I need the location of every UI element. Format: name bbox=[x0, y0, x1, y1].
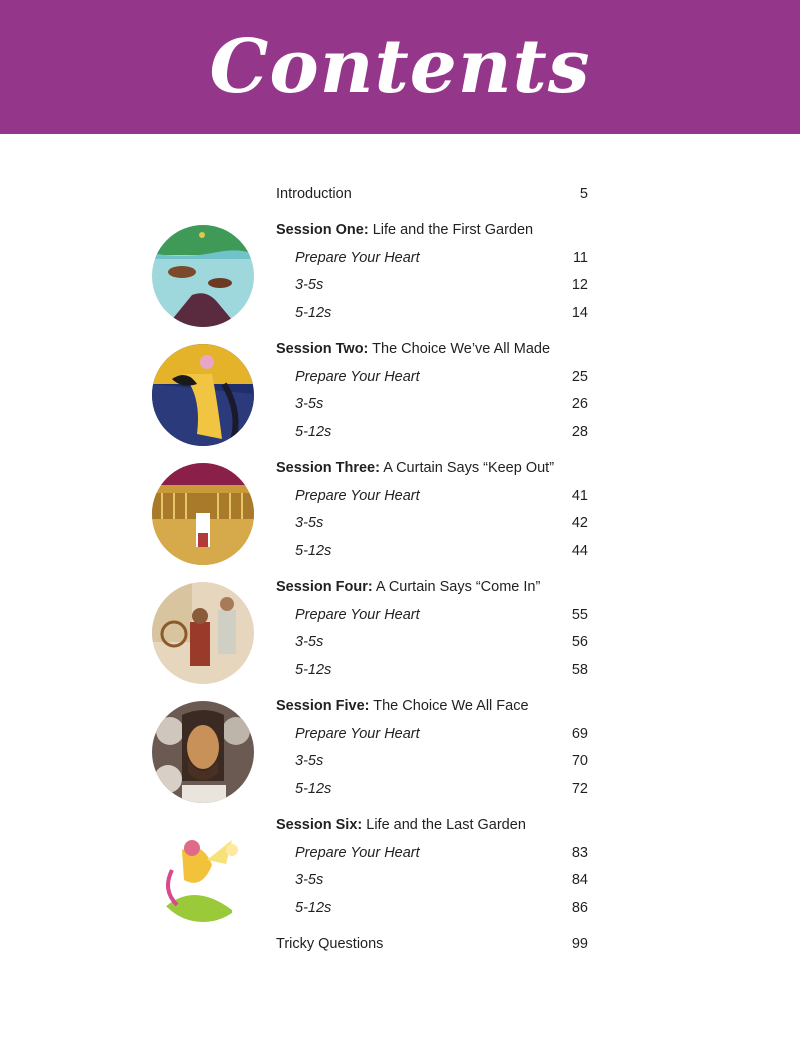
session-title: Life and the Last Garden bbox=[366, 817, 526, 833]
session-title: Life and the First Garden bbox=[372, 222, 534, 238]
toc-label: Prepare Your Heart bbox=[295, 726, 420, 742]
toc-page-number: 83 bbox=[571, 845, 588, 861]
toc-page-number: 14 bbox=[571, 305, 588, 321]
toc-label: Prepare Your Heart bbox=[295, 250, 420, 266]
session-prefix: Session Five: bbox=[276, 698, 370, 714]
toc-label: 5-12s bbox=[295, 662, 332, 678]
toc-row-3-5s[interactable] bbox=[276, 869, 588, 891]
session-two-illustration bbox=[152, 344, 254, 446]
toc-page-number: 41 bbox=[571, 488, 588, 504]
toc-label: Prepare Your Heart bbox=[295, 607, 420, 623]
toc-page-number: 12 bbox=[571, 277, 588, 293]
toc-page-number: 42 bbox=[571, 515, 588, 531]
toc-page-number: 99 bbox=[571, 936, 588, 952]
toc-row-prepare-your-heart[interactable] bbox=[276, 366, 588, 388]
toc-row-3-5s[interactable] bbox=[276, 393, 588, 415]
toc-label: Tricky Questions bbox=[276, 936, 384, 952]
toc-row-session-one[interactable] bbox=[276, 219, 588, 241]
session-title: A Curtain Says “Come In” bbox=[375, 579, 541, 595]
toc-row-3-5s[interactable] bbox=[276, 274, 588, 296]
toc-label: 3-5s bbox=[295, 753, 324, 769]
toc-page-number: 56 bbox=[571, 634, 588, 650]
toc-label: 3-5s bbox=[295, 396, 324, 412]
toc-row-prepare-your-heart[interactable] bbox=[276, 604, 588, 626]
toc-label: Prepare Your Heart bbox=[295, 488, 420, 504]
toc-page-number: 70 bbox=[571, 753, 588, 769]
toc-page-number: 26 bbox=[571, 396, 588, 412]
toc-page-number: 44 bbox=[571, 543, 588, 559]
header-banner bbox=[0, 0, 800, 134]
toc-row-3-5s[interactable] bbox=[276, 512, 588, 534]
session-title: The Choice We All Face bbox=[373, 698, 529, 714]
toc-label: 3-5s bbox=[295, 277, 324, 293]
toc-row-tricky-questions[interactable] bbox=[276, 933, 588, 955]
session-four-illustration bbox=[152, 582, 254, 684]
toc-row-3-5s[interactable] bbox=[276, 631, 588, 653]
session-one-illustration bbox=[152, 225, 254, 327]
toc-row-5-12s[interactable] bbox=[276, 778, 588, 800]
toc-page-number: 69 bbox=[571, 726, 588, 742]
toc-row-session-three[interactable] bbox=[276, 457, 588, 479]
toc-page-number: 5 bbox=[579, 186, 588, 202]
toc-label: Introduction bbox=[276, 186, 352, 202]
toc-row-prepare-your-heart[interactable] bbox=[276, 485, 588, 507]
session-prefix: Session One: bbox=[276, 222, 369, 238]
toc-row-5-12s[interactable] bbox=[276, 302, 588, 324]
toc-label: Prepare Your Heart bbox=[295, 369, 420, 385]
toc-label: 5-12s bbox=[295, 543, 332, 559]
toc-label: Prepare Your Heart bbox=[295, 845, 420, 861]
toc-page-number: 25 bbox=[571, 369, 588, 385]
toc-label: 3-5s bbox=[295, 634, 324, 650]
toc-row-5-12s[interactable] bbox=[276, 659, 588, 681]
toc-row-prepare-your-heart[interactable] bbox=[276, 842, 588, 864]
toc-row-session-five[interactable] bbox=[276, 695, 588, 717]
session-prefix: Session Six: bbox=[276, 817, 363, 833]
toc-page-number: 86 bbox=[571, 900, 588, 916]
session-three-illustration bbox=[152, 463, 254, 565]
page-title: Contents bbox=[209, 24, 591, 110]
toc-label: 3-5s bbox=[295, 515, 324, 531]
toc-label: 5-12s bbox=[295, 424, 332, 440]
toc-page-number: 58 bbox=[571, 662, 588, 678]
session-six-illustration bbox=[152, 820, 254, 922]
toc-page-number: 28 bbox=[571, 424, 588, 440]
toc-label: 5-12s bbox=[295, 781, 332, 797]
session-prefix: Session Two: bbox=[276, 341, 369, 357]
toc-row-3-5s[interactable] bbox=[276, 750, 588, 772]
toc-label: 5-12s bbox=[295, 900, 332, 916]
toc-page-number: 84 bbox=[571, 872, 588, 888]
toc-row-5-12s[interactable] bbox=[276, 897, 588, 919]
toc-row-prepare-your-heart[interactable] bbox=[276, 723, 588, 745]
session-five-illustration bbox=[152, 701, 254, 803]
toc-row-prepare-your-heart[interactable] bbox=[276, 247, 588, 269]
toc-label: 3-5s bbox=[295, 872, 324, 888]
toc-row-session-two[interactable] bbox=[276, 338, 588, 360]
toc-row-session-six[interactable] bbox=[276, 814, 588, 836]
session-prefix: Session Four: bbox=[276, 579, 373, 595]
toc-page-number: 11 bbox=[572, 250, 588, 266]
session-title: The Choice We’ve All Made bbox=[372, 341, 551, 357]
toc-page-number: 55 bbox=[571, 607, 588, 623]
session-title: A Curtain Says “Keep Out” bbox=[383, 460, 555, 476]
toc-row-session-four[interactable] bbox=[276, 576, 588, 598]
toc-row-5-12s[interactable] bbox=[276, 540, 588, 562]
toc-page-number: 72 bbox=[571, 781, 588, 797]
toc-row-introduction[interactable] bbox=[276, 183, 588, 205]
toc-label: 5-12s bbox=[295, 305, 332, 321]
toc-row-5-12s[interactable] bbox=[276, 421, 588, 443]
session-prefix: Session Three: bbox=[276, 460, 380, 476]
